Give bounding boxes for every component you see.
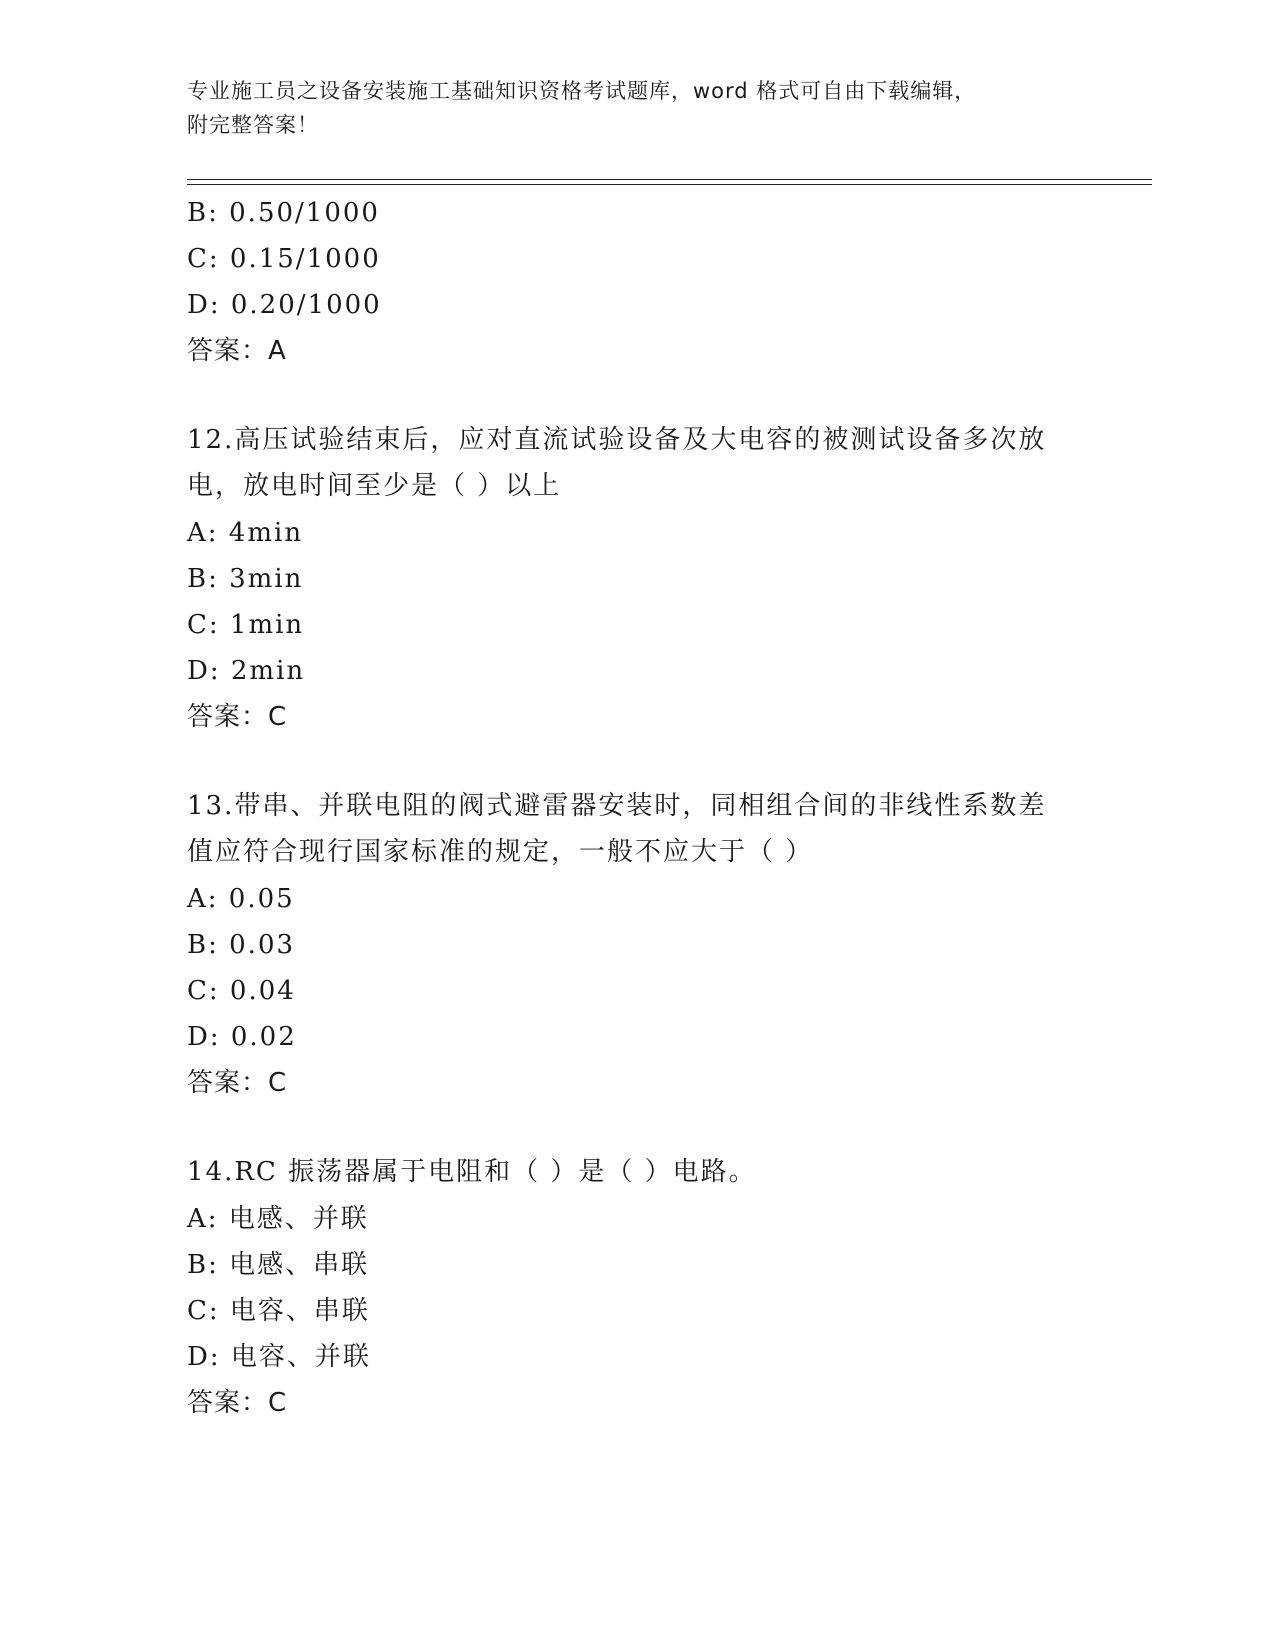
answer-label: 答案：C <box>187 702 288 732</box>
option-d: D: 0.02 <box>187 1022 297 1052</box>
answer-label: 答案：A <box>187 336 287 366</box>
question-stem-line-1: 13.带串、并联电阻的阀式避雷器安装时，同相组合间的非线性系数差 <box>187 791 1047 821</box>
header-divider-bottom <box>187 184 1152 185</box>
spacer <box>187 374 1077 418</box>
header-line-2: 附完整答案！ <box>187 113 319 137</box>
option-c: C: 0.15/1000 <box>187 244 381 274</box>
question-stem-line-1: 12.高压试验结束后，应对直流试验设备及大电容的被测试设备多次放 <box>187 425 1047 455</box>
option-a: A: 电感、并联 <box>187 1204 369 1234</box>
answer-label: 答案：C <box>187 1068 288 1098</box>
option-b: B: 0.03 <box>187 930 296 960</box>
option-c: C: 0.04 <box>187 976 296 1006</box>
answer-label: 答案：C <box>187 1388 288 1418</box>
question-stem-line-2: 值应符合现行国家标准的规定，一般不应大于（ ） <box>187 837 814 867</box>
option-c: C: 1min <box>187 610 305 640</box>
question-list <box>187 190 1077 1426</box>
question-block-12 <box>187 418 1077 740</box>
option-b: B: 3min <box>187 564 304 594</box>
option-b: B: 电感、串联 <box>187 1250 370 1280</box>
option-b: B: 0.50/1000 <box>187 198 380 228</box>
question-block-11 <box>187 190 1077 374</box>
header-divider-top <box>187 179 1152 180</box>
spacer <box>187 740 1077 784</box>
spacer <box>187 1106 1077 1150</box>
question-stem-line-2: 电，放电时间至少是（ ）以上 <box>187 471 562 501</box>
option-a: A: 4min <box>187 518 304 548</box>
question-stem-line-1: 14.RC 振荡器属于电阻和（ ）是（ ）电路。 <box>187 1157 757 1187</box>
question-block-14 <box>187 1150 1077 1426</box>
document-header <box>187 74 1067 142</box>
header-line-1: 专业施工员之设备安装施工基础知识资格考试题库，word 格式可自由下载编辑， <box>187 79 977 103</box>
option-c: C: 电容、串联 <box>187 1296 370 1326</box>
option-a: A: 0.05 <box>187 884 295 914</box>
option-d: D: 电容、并联 <box>187 1342 371 1372</box>
question-block-13 <box>187 784 1077 1106</box>
option-d: D: 0.20/1000 <box>187 290 382 320</box>
option-d: D: 2min <box>187 656 306 686</box>
